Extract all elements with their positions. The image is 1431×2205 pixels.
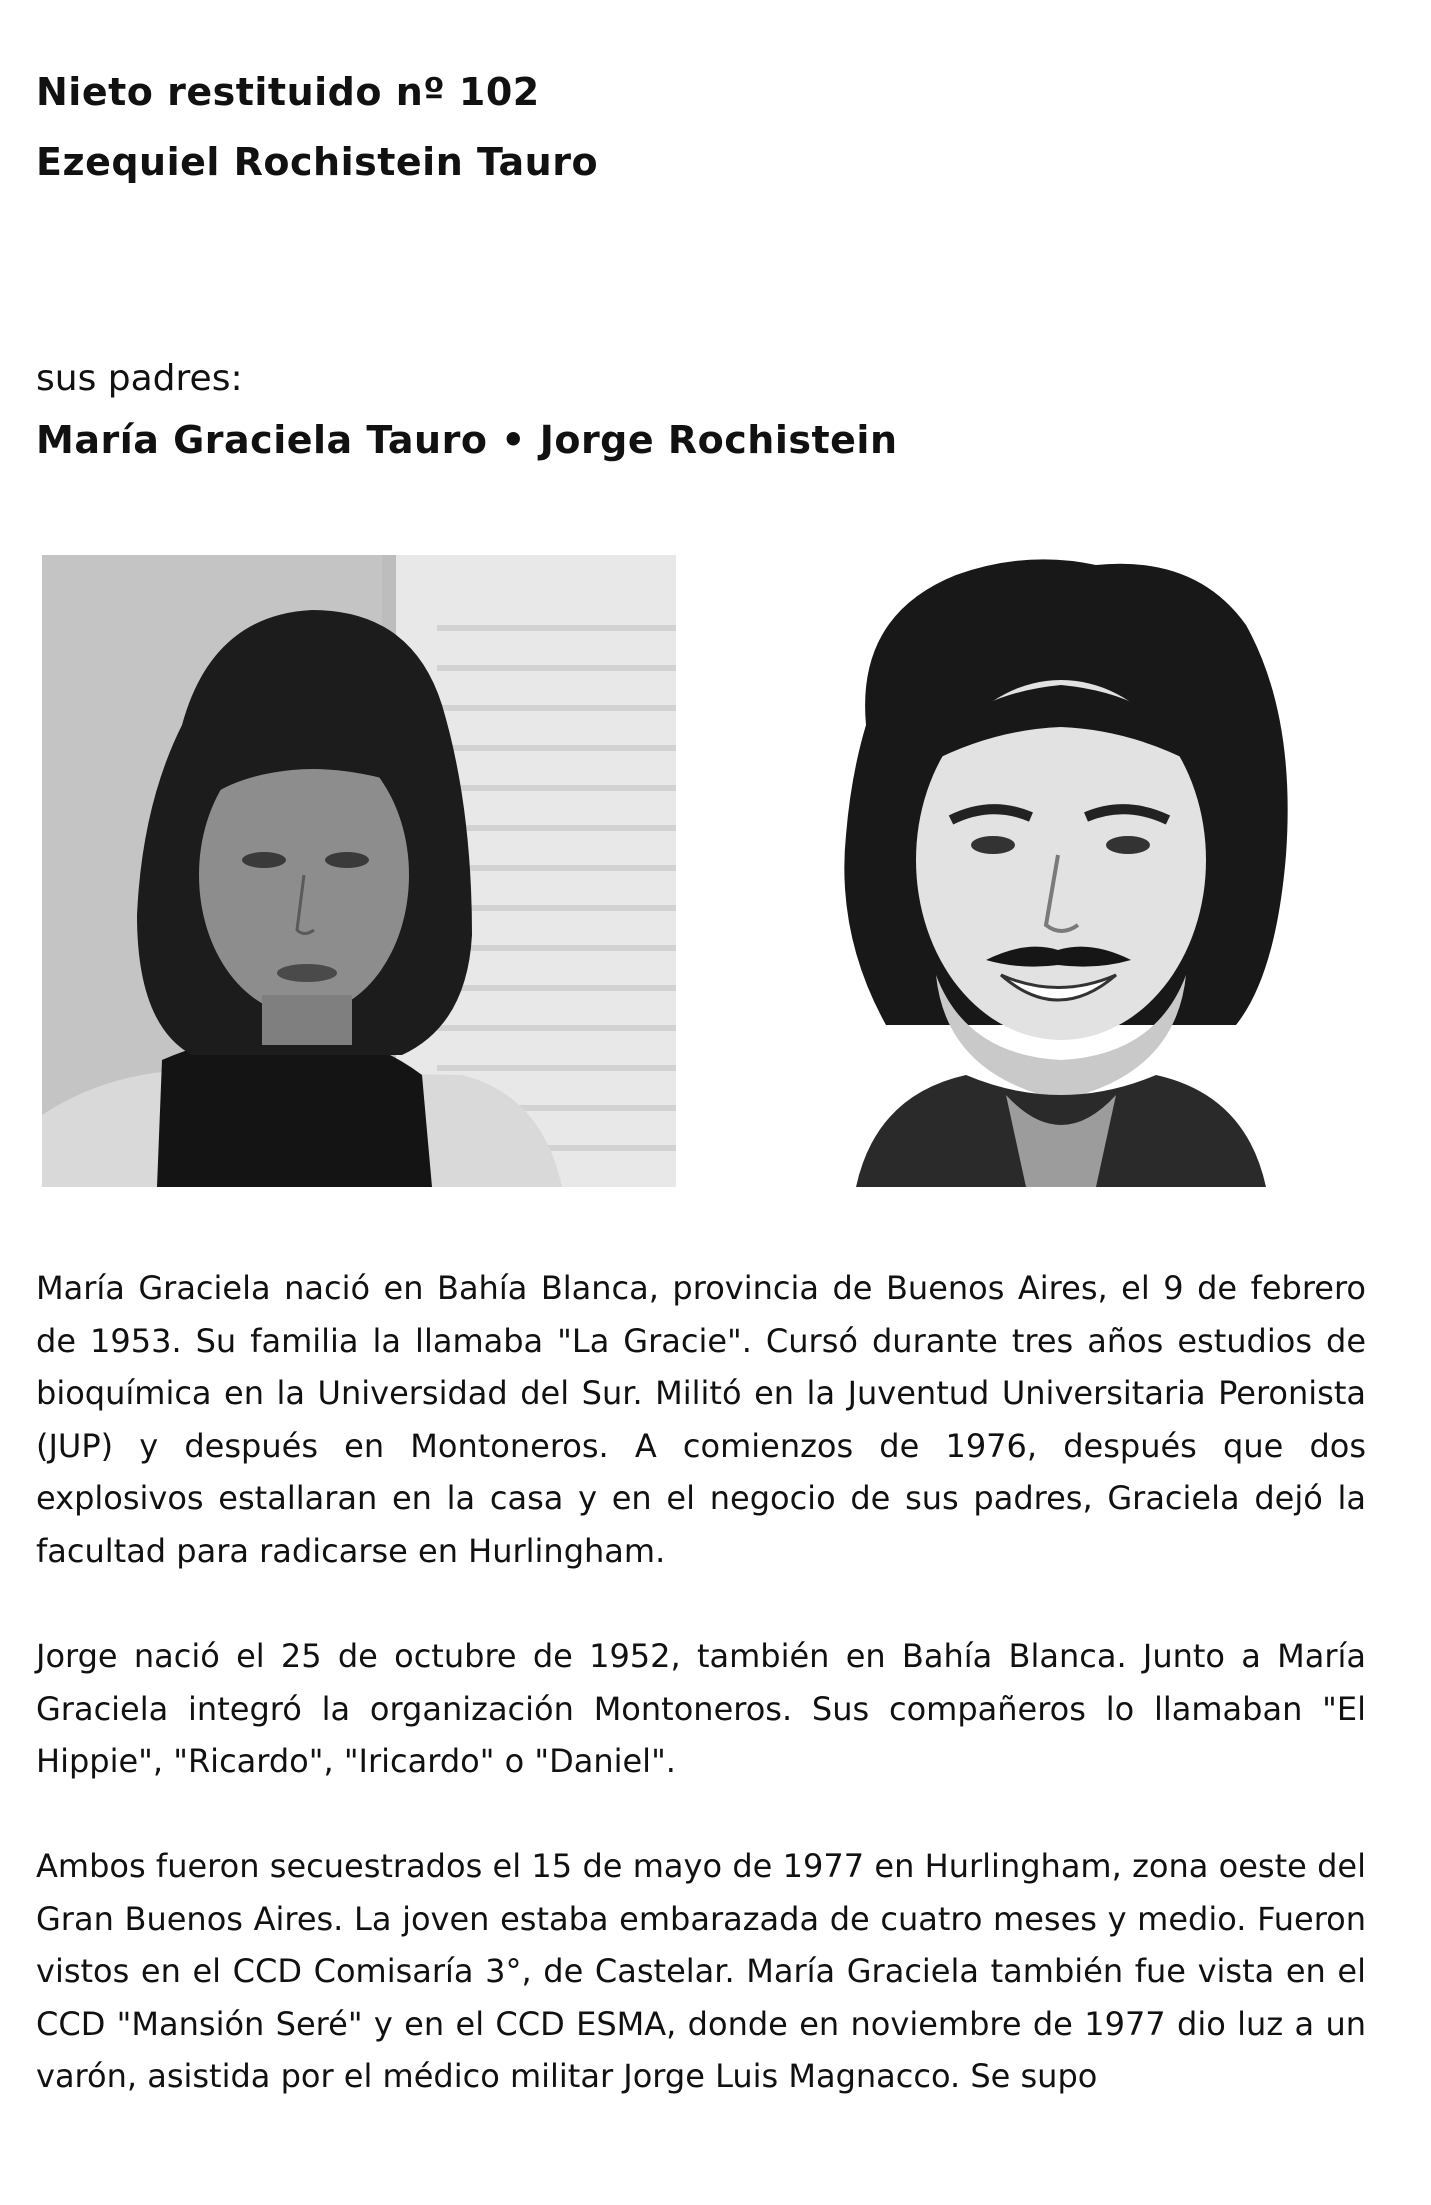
title-grandchild-number: Nieto restituido nº 102 [36,70,540,114]
paragraph-abduction: Ambos fueron secuestrados el 15 de mayo de 1977 en Hurlingham, zona oeste del Gran Buenos Aires. La joven estaba embarazada de cuatro meses y medio. Fueron vistos en el CCD Comisaría 3°, de Castelar. María Graciela también fue vista en el CCD "Mansión Seré" y en el CCD ESMA, donde en noviembre de 1977 dio luz a un varón, asistida por el médico militar Jorge Luis Magnacco. Se supo [36,1847,1366,2095]
title-grandchild-name: Ezequiel Rochistein Tauro [36,140,599,184]
paragraph-mother-bio: María Graciela nació en Bahía Blanca, provincia de Buenos Aires, el 9 de febrero de 1953. Su familia la llamaba "La Gracie". Cursó durante tres años estudios de bioquímica en la Universidad del Sur. Militó en la Juventud Universitaria Peronista (JUP) y después en Montoneros. A comienzos de 1976, después que dos explosivos estallaran en la casa y en el negocio de sus padres, Graciela dejó la facultad para radicarse en Hurlingham. [36,1269,1366,1570]
mother-photo [42,555,676,1187]
father-photo [796,555,1326,1187]
father-portrait-image [796,555,1326,1187]
parents-names: María Graciela Tauro • Jorge Rochistein [36,418,898,462]
mother-portrait-image [42,555,676,1187]
parents-label: sus padres: [36,358,243,399]
paragraph-father-bio: Jorge nació el 25 de octubre de 1952, también en Bahía Blanca. Junto a María Graciela integró la organización Montoneros. Sus compañeros lo llamaban "El Hippie", "Ricardo", "Iricardo" o "Daniel". [36,1637,1366,1780]
